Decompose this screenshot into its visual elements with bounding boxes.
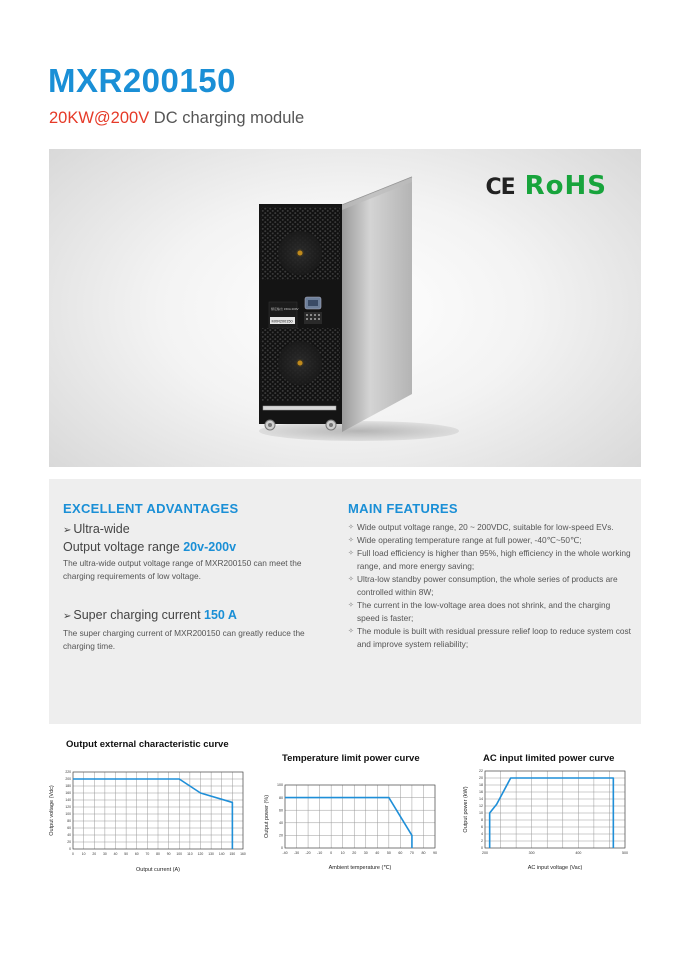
advantage-current-desc: The super charging current of MXR200150 can greatly reduce the charging time. [63,628,305,651]
chart-output-characteristic [44,738,264,878]
x-tick-label: 60 [134,852,139,856]
x-tick-label: 40 [113,852,118,856]
y-tick-label: 20 [67,840,71,845]
advantage-current-value: 150 A [204,608,237,622]
y-tick-label: 16 [479,790,483,795]
x-tick-label: 110 [187,852,193,856]
advantage-voltage-desc: The ultra-wide output voltage range of MXR200150 can meet the charging requirements of low voltage. [63,558,302,581]
feature-item: ✧ Wide output voltage range, 20 ~ 200VDC, suitable for low-speed EVs. [348,522,614,532]
rohs-mark: RoHS [524,171,607,201]
y-tick-label: 20 [279,833,283,838]
x-tick-label: 40 [375,851,380,855]
y-tick-label: 10 [479,811,483,816]
advantage-voltage-range: 20v-200v [183,540,237,554]
y-tick-label: 200 [65,777,71,782]
x-tick-label: 200 [482,851,488,855]
y-axis-label: Output power (%) [264,794,270,839]
module-handle [263,406,336,410]
x-tick-label: -10 [317,851,323,855]
arrow-icon: ➢ [63,611,72,622]
plot-frame [485,771,625,848]
x-tick-label: 30 [363,851,368,855]
advantage-current-heading [63,607,313,625]
subtitle-rating: 20KW@200V [49,109,150,127]
y-tick-label: 0 [69,847,71,852]
advantage-voltage-line2: Output voltage range [63,540,184,554]
y-tick-label: 0 [481,846,483,851]
y-tick-label: 12 [479,804,483,809]
charging-module-illustration [49,149,641,467]
x-tick-label: 20 [92,852,97,856]
diamond-bullet-icon: ✧ [348,602,354,609]
y-tick-label: 6 [481,825,483,830]
chart-ac-input-limit [460,752,640,878]
x-tick-label: 30 [102,852,107,856]
x-tick-label: 160 [240,852,246,856]
x-tick-label: 0 [72,852,74,856]
diamond-bullet-icon: ✧ [348,628,354,635]
chart-title: Temperature limit power curve [282,753,420,764]
ce-mark: CE [485,175,515,200]
y-axis-label: Output power (kW) [463,786,469,833]
module-small-label: 额定输出 150A 200V [271,307,299,311]
y-tick-label: 180 [65,784,71,789]
product-model-title: MXR200150 [48,62,236,99]
feature-item: ✧ Full load efficiency is higher than 95%, high efficiency in the whole working range, and more energy saving; [348,548,631,571]
x-tick-label: 0 [330,851,333,855]
y-tick-label: 220 [65,770,71,775]
arrow-icon: ➢ [63,525,72,536]
info-panel [49,479,641,724]
y-tick-label: 140 [65,798,71,803]
y-tick-label: 60 [279,808,283,813]
y-tick-label: 100 [65,812,71,817]
feature-item: ✧ Wide operating temperature range at full power, -40℃~50℃; [348,535,582,545]
y-tick-label: 160 [65,791,71,796]
advantage-voltage-heading [63,521,313,555]
feature-item: ✧ The current in the low-voltage area does not shrink, and the charging speed is faster; [348,600,611,623]
y-tick-label: 22 [479,769,483,774]
diamond-bullet-icon: ✧ [348,576,354,583]
y-tick-label: 120 [65,805,71,810]
advantage-current-label: Super charging current [73,608,205,622]
chart-temperature-limit [262,752,442,878]
chart-title: Output external characteristic curve [66,739,229,750]
x-tick-label: -20 [305,851,311,855]
x-tick-label: 50 [386,851,391,855]
feature-item: ✧ The module is built with residual pressure relief loop to reduce system cost and improve system reliability; [348,626,631,649]
chart-title: AC input limited power curve [483,753,615,764]
subtitle-description: DC charging module [149,109,305,127]
y-tick-label: 18 [479,783,483,788]
product-subtitle [49,109,304,128]
y-tick-label: 0 [281,846,283,851]
advantages-section [63,501,313,653]
x-tick-label: 20 [352,851,357,855]
y-tick-label: 80 [279,795,283,800]
x-tick-label: 80 [156,852,160,856]
x-axis-label: AC input voltage (Vac) [527,865,583,871]
y-tick-label: 40 [67,833,71,838]
y-tick-label: 2 [481,839,483,844]
x-tick-label: 400 [575,851,582,855]
advantage-voltage-line1: Ultra-wide [73,522,130,536]
features-list [348,521,633,651]
feature-item: ✧ Ultra-low standby power consumption, the whole series of products are controlled within 8W; [348,574,618,597]
x-tick-label: 90 [166,852,171,856]
x-tick-label: 300 [528,851,535,855]
x-tick-label: 90 [433,851,437,855]
features-section [348,501,633,651]
x-tick-label: -40 [282,851,288,855]
x-tick-label: -30 [293,851,300,855]
chart-svg [262,752,442,878]
x-axis-label: Ambient temperature (℃) [328,865,392,871]
x-tick-label: 70 [409,851,414,855]
diamond-bullet-icon: ✧ [348,524,354,531]
x-tick-label: 130 [208,852,214,856]
module-model-label: MXR200150 [271,319,293,324]
x-tick-label: 10 [340,851,345,855]
x-tick-label: 10 [81,852,86,856]
y-tick-label: 40 [279,821,283,825]
product-hero-image [49,149,641,467]
y-axis-label: Output voltage (Vdc) [49,785,55,836]
x-tick-label: 50 [124,852,129,856]
x-tick-label: 80 [421,851,426,855]
y-tick-label: 80 [67,819,71,824]
x-tick-label: 60 [398,851,403,855]
x-tick-label: 120 [197,852,204,856]
diamond-bullet-icon: ✧ [348,550,354,557]
y-tick-label: 100 [277,783,283,788]
x-tick-label: 100 [176,852,183,856]
x-tick-label: 150 [229,852,236,856]
x-tick-label: 140 [218,852,225,856]
y-tick-label: 14 [479,797,483,802]
chart-svg [44,738,264,878]
advantages-title: EXCELLENT ADVANTAGES [63,501,239,516]
diamond-bullet-icon: ✧ [348,537,354,544]
x-axis-label: Output current (A) [135,867,181,873]
x-tick-label: 70 [145,852,150,856]
y-tick-label: 60 [67,826,71,831]
module-side-panel [342,177,412,432]
y-tick-label: 8 [481,818,483,823]
chart-svg [460,752,640,878]
features-title: MAIN FEATURES [348,501,458,516]
y-tick-label: 20 [479,776,483,781]
y-tick-label: 4 [481,832,483,837]
x-tick-label: 500 [622,851,628,855]
